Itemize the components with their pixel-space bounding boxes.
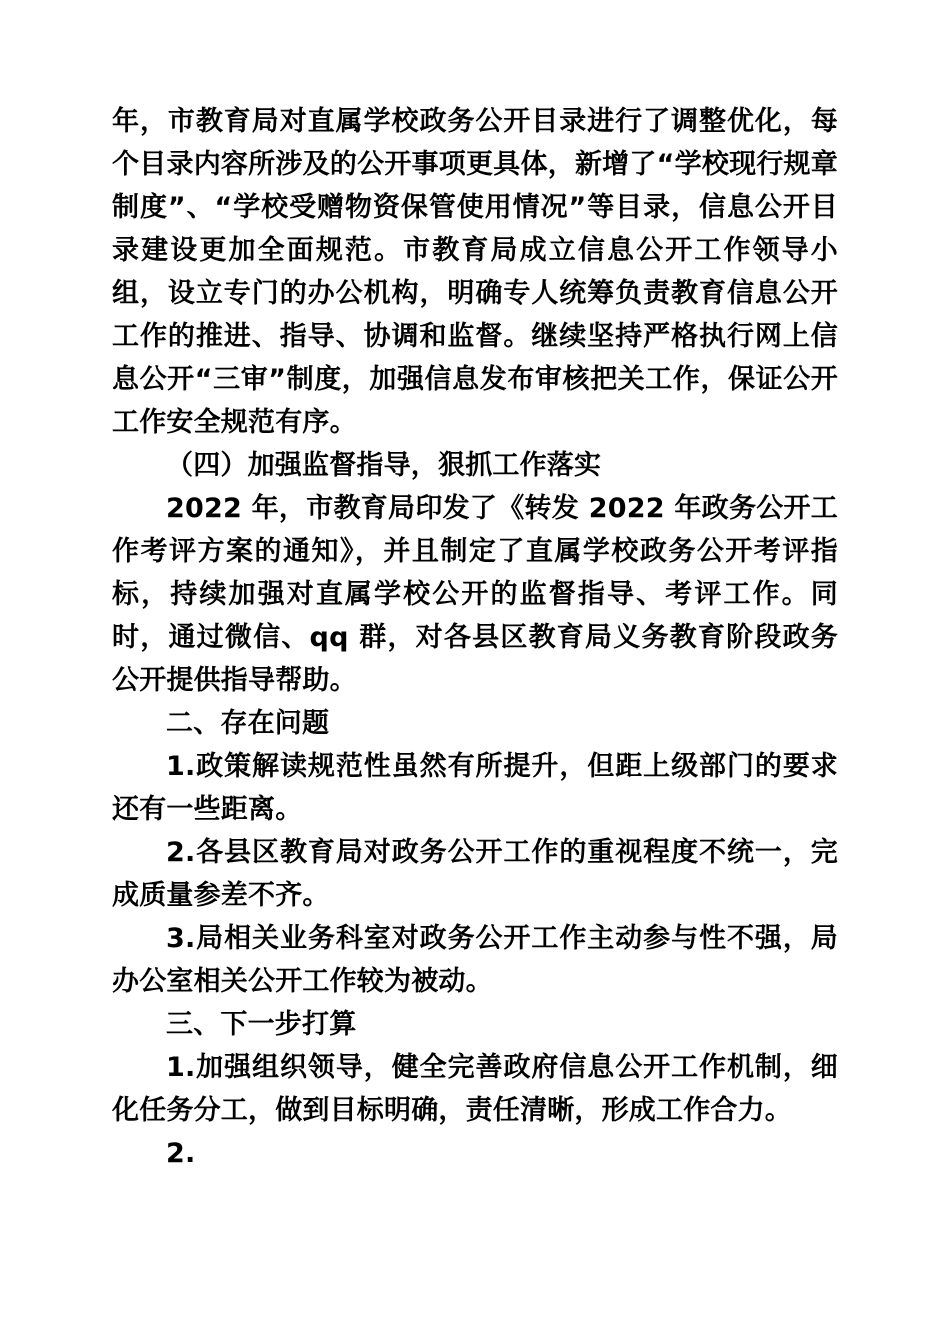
paragraph-plan-2: 2.	[166, 1138, 196, 1169]
paragraph-issue-1: 1.政策解读规范性虽然有所提升，但距上级部门的要求还有一些距离。	[112, 751, 838, 825]
paragraph-section-three-heading: 三、下一步打算	[166, 1009, 357, 1040]
paragraph-issue-3: 3.局相关业务科室对政务公开工作主动参与性不强，局办公室相关公开工作较为被动。	[112, 923, 838, 997]
paragraph-section-four-heading: （四）加强监督指导，狠抓工作落实	[166, 450, 602, 481]
document-body	[112, 100, 838, 1175]
paragraph-continued: 年，市教育局对直属学校政务公开目录进行了调整优化，每个目录内容所涉及的公开事项更具体，新增了“学校现行规章制度”、“学校受赠物资保管使用情况”等目录，信息公开目录建设更加全面规范。市教育局成立信息公开工作领导小组，设立专门的办公机构，明确专人统筹负责教育信息公开工作的推进、指导、协调和监督。继续坚持严格执行网上信息公开“三审”制度，加强信息发布审核把关工作，保证公开工作安全规范有序。	[112, 106, 838, 438]
paragraph-section-two-heading: 二、存在问题	[166, 708, 330, 739]
paragraph-issue-2: 2.各县区教育局对政务公开工作的重视程度不统一，完成质量参差不齐。	[112, 837, 838, 911]
paragraph-section-four-body: 2022 年，市教育局印发了《转发 2022 年政务公开工作考评方案的通知》，并且制定了直属学校政务公开考评指标，持续加强对直属学校公开的监督指导、考评工作。同时，通过微信、qq 群，对各县区教育局义务教育阶段政务公开提供指导帮助。	[112, 493, 838, 696]
paragraph-plan-1: 1.加强组织领导，健全完善政府信息公开工作机制，细化任务分工，做到目标明确，责任清晰，形成工作合力。	[112, 1052, 838, 1126]
